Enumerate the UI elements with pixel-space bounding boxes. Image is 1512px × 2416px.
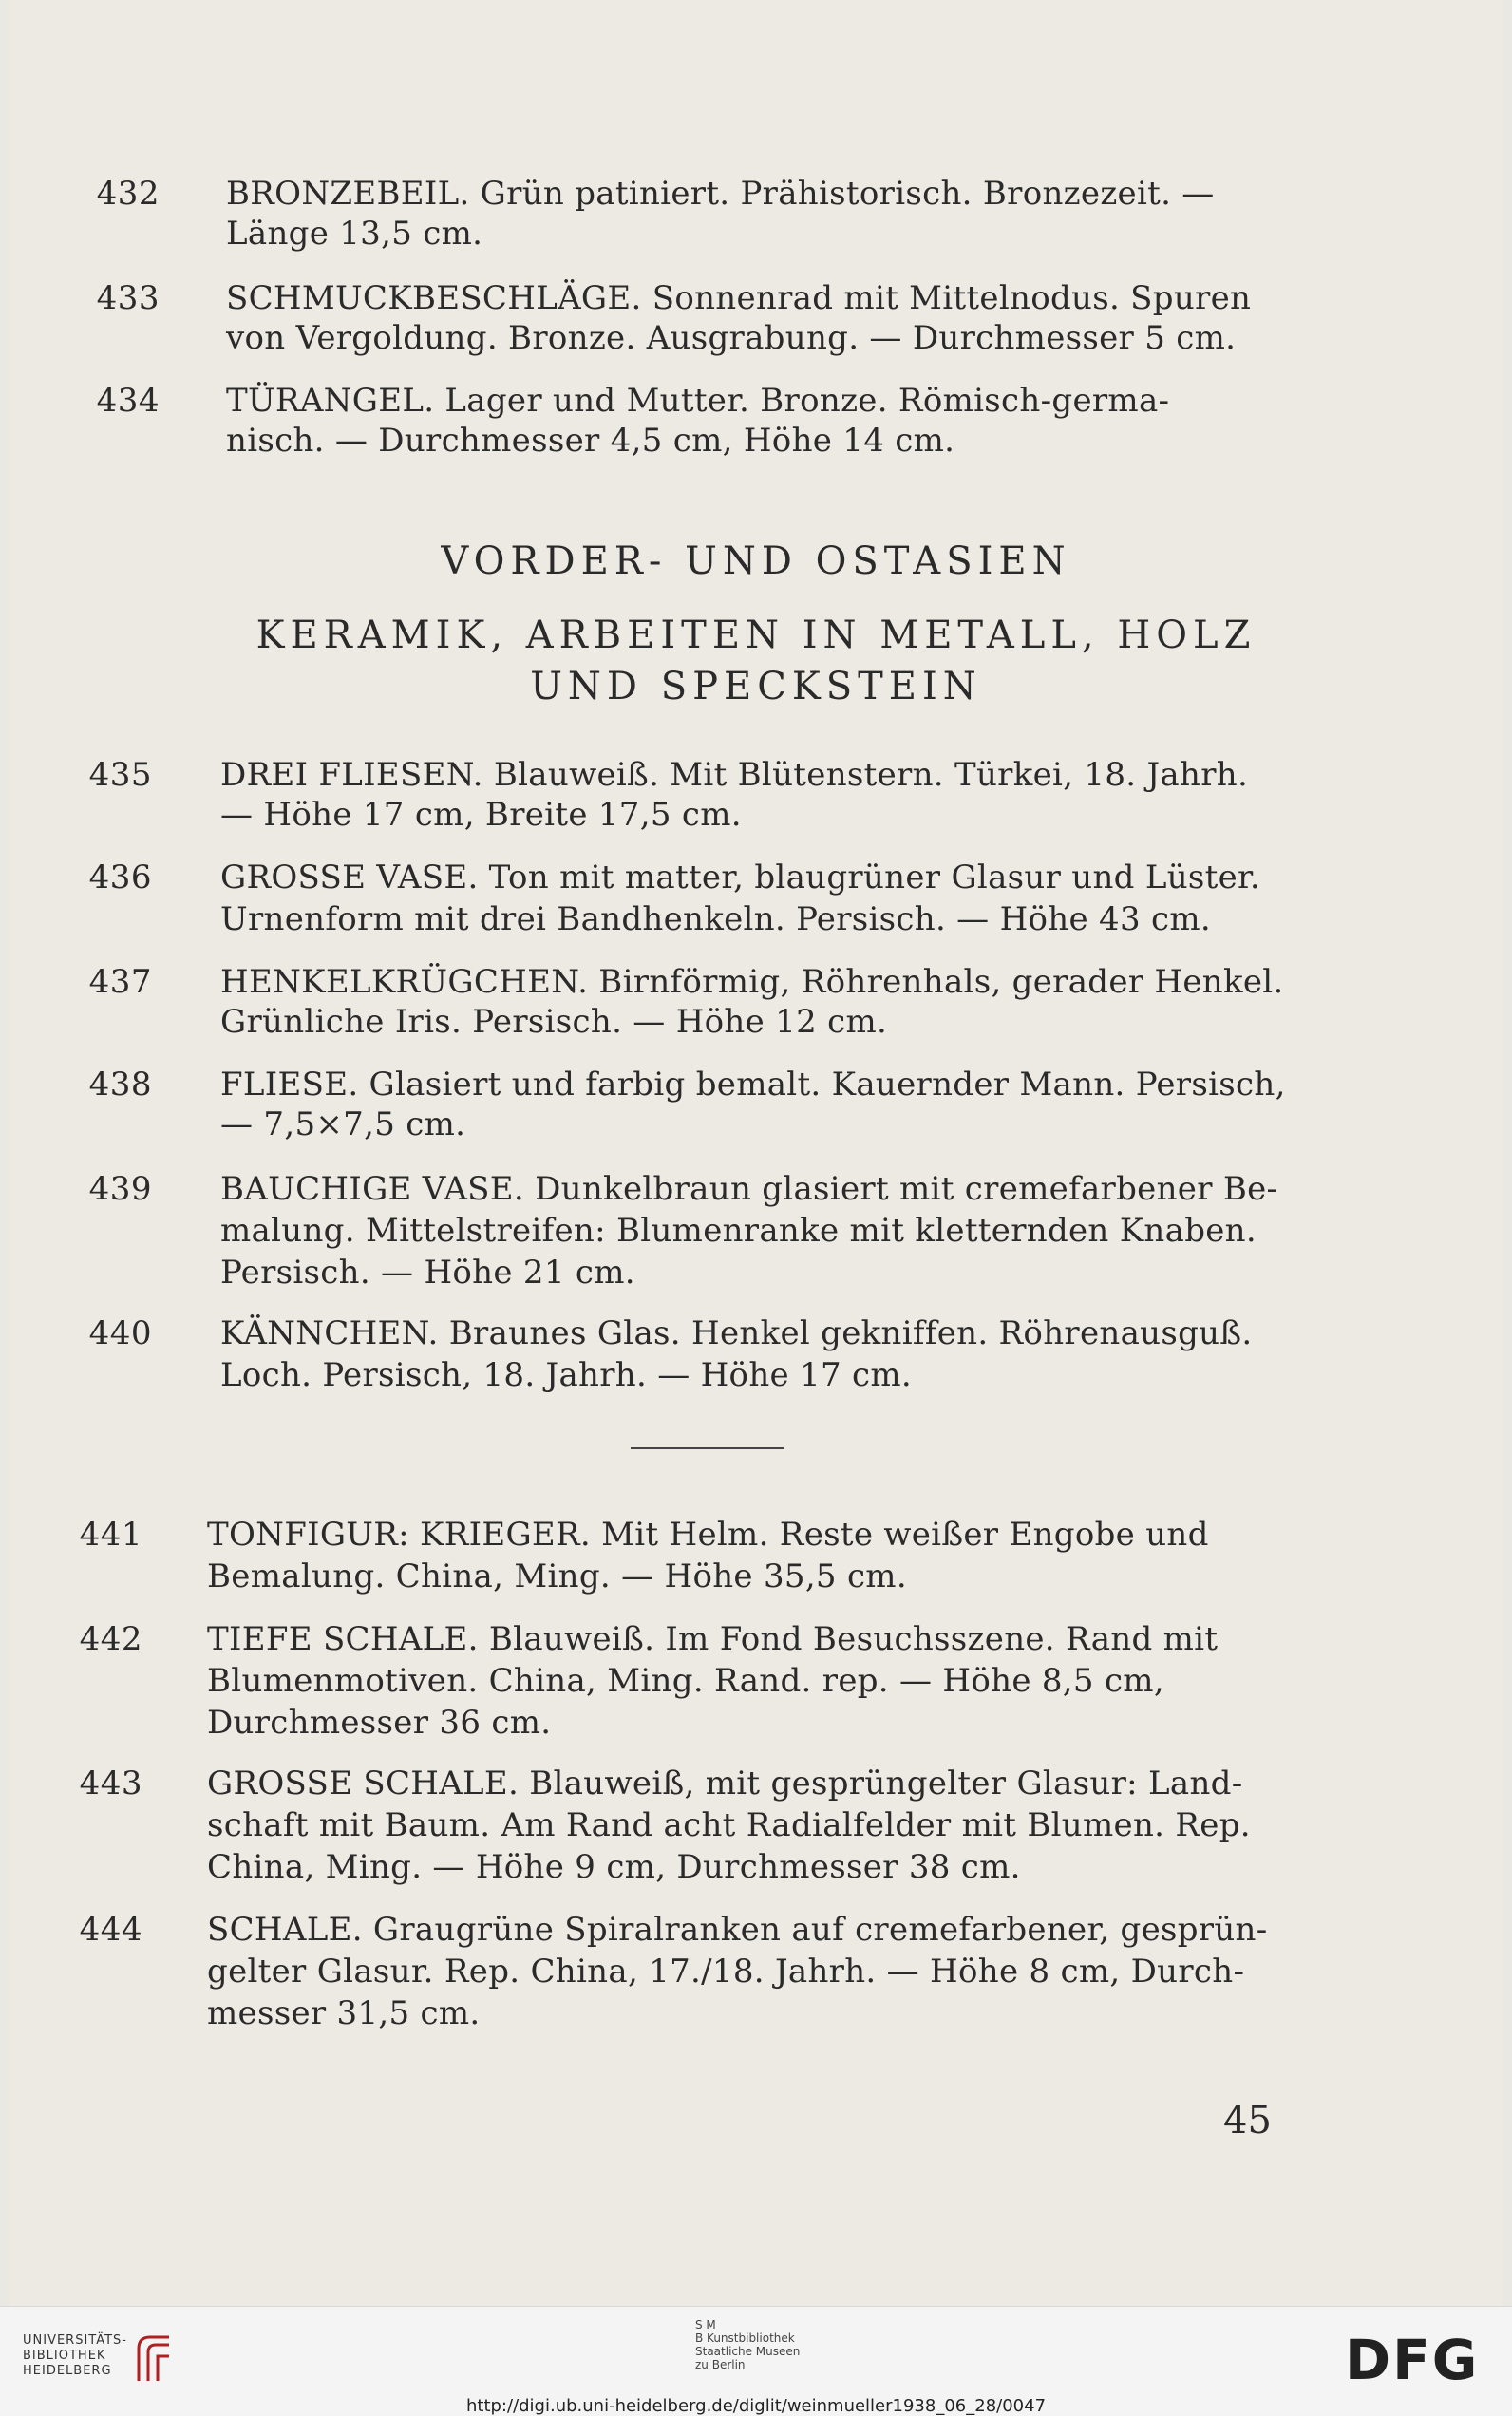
entry-text-line: schaft mit Baum. Am Rand acht Radialfelder mit Blumen. Rep. xyxy=(207,1806,1251,1844)
catalog-page xyxy=(9,0,1503,2306)
entry-text-line: — 7,5×7,5 cm. xyxy=(220,1105,466,1143)
entry-number: 436 xyxy=(88,859,152,897)
entry-text-line: HENKELKRÜGCHEN. Birnförmig, Röhrenhals, gerader Henkel. xyxy=(220,963,1284,1001)
section-subheading: KERAMIK, ARBEITEN IN METALL, HOLZ xyxy=(255,613,1257,657)
entry-number: 440 xyxy=(88,1314,152,1352)
entry-number: 438 xyxy=(88,1066,152,1104)
entry-text-line: Persisch. — Höhe 21 cm. xyxy=(220,1254,635,1292)
entry-text-line: Loch. Persisch, 18. Jahrh. — Höhe 17 cm. xyxy=(220,1356,913,1394)
partner-logo-text xyxy=(695,2318,800,2371)
entry-text-line: SCHALE. Graugrüne Spiralranken auf cremefarbener, gesprün- xyxy=(207,1911,1268,1949)
entry-text-line: TONFIGUR: KRIEGER. Mit Helm. Reste weißer Engobe und xyxy=(207,1516,1209,1554)
library-logo-text xyxy=(23,2333,127,2379)
entry-text-line: Grünliche Iris. Persisch. — Höhe 12 cm. xyxy=(220,1003,888,1041)
entry-number: 443 xyxy=(79,1765,142,1803)
entry-text-line: GROSSE SCHALE. Blauweiß, mit gesprüngelter Glasur: Land- xyxy=(207,1765,1243,1803)
dfg-logo: DFG xyxy=(1345,2328,1480,2392)
entry-text-line: gelter Glasur. Rep. China, 17./18. Jahrh. — Höhe 8 cm, Durch- xyxy=(207,1953,1245,1991)
library-name-line: BIBLIOTHEK xyxy=(23,2349,106,2363)
section-heading: VORDER- UND OSTASIEN xyxy=(441,539,1071,583)
entry-number: 441 xyxy=(79,1516,142,1554)
entry-text-line: von Vergoldung. Bronze. Ausgrabung. — Durchmesser 5 cm. xyxy=(226,319,1237,357)
section-subheading: UND SPECKSTEIN xyxy=(530,665,982,708)
entry-number: 444 xyxy=(79,1911,142,1949)
entry-text-line: BRONZEBEIL. Grün patiniert. Prähistorisch. Bronzezeit. — xyxy=(226,175,1215,213)
entry-text-line: Durchmesser 36 cm. xyxy=(207,1704,552,1742)
partner-line: S M xyxy=(695,2318,716,2331)
library-name-line: HEIDELBERG xyxy=(23,2364,112,2378)
entry-number: 437 xyxy=(88,963,152,1001)
entry-text-line: TIEFE SCHALE. Blauweiß. Im Fond Besuchsszene. Rand mit xyxy=(207,1620,1219,1658)
entry-text-line: BAUCHIGE VASE. Dunkelbraun glasiert mit cremefarbener Be- xyxy=(220,1170,1278,1208)
entry-text-line: Länge 13,5 cm. xyxy=(226,215,483,253)
entry-text-line: nisch. — Durchmesser 4,5 cm, Höhe 14 cm. xyxy=(226,422,955,460)
partner-line: B Kunstbibliothek xyxy=(695,2331,795,2345)
entry-text-line: China, Ming. — Höhe 9 cm, Durchmesser 38 cm. xyxy=(207,1848,1021,1886)
entry-text-line: TÜRANGEL. Lager und Mutter. Bronze. Römisch-germa- xyxy=(226,382,1170,420)
entry-number: 432 xyxy=(96,175,160,213)
entry-text-line: FLIESE. Glasiert und farbig bemalt. Kauernder Mann. Persisch, xyxy=(220,1066,1286,1104)
entry-text-line: — Höhe 17 cm, Breite 17,5 cm. xyxy=(220,796,742,834)
entry-number: 434 xyxy=(96,382,160,420)
page-number: 45 xyxy=(1223,2099,1272,2142)
entry-text-line: DREI FLIESEN. Blauweiß. Mit Blütenstern. Türkei, 18. Jahrh. xyxy=(220,756,1249,794)
partner-line: zu Berlin xyxy=(695,2358,746,2371)
entry-text-line: malung. Mittelstreifen: Blumenranke mit kletternden Knaben. xyxy=(220,1212,1257,1250)
entry-number: 433 xyxy=(96,279,160,317)
section-divider xyxy=(631,1447,784,1449)
entry-number: 435 xyxy=(88,756,152,794)
entry-text-line: messer 31,5 cm. xyxy=(207,1994,481,2032)
entry-number: 442 xyxy=(79,1620,142,1658)
entry-text-line: GROSSE VASE. Ton mit matter, blaugrüner Glasur und Lüster. xyxy=(220,859,1260,897)
viewer-footer xyxy=(0,2306,1512,2416)
library-logo-icon xyxy=(133,2330,175,2387)
entry-text-line: Blumenmotiven. China, Ming. Rand. rep. — Höhe 8,5 cm, xyxy=(207,1662,1164,1700)
entry-text-line: KÄNNCHEN. Braunes Glas. Henkel gekniffen. Röhrenausguß. xyxy=(220,1314,1253,1352)
entry-text-line: Urnenform mit drei Bandhenkeln. Persisch. — Höhe 43 cm. xyxy=(220,900,1211,938)
partner-line: Staatliche Museen xyxy=(695,2345,801,2358)
entry-number: 439 xyxy=(88,1170,152,1208)
entry-text-line: SCHMUCKBESCHLÄGE. Sonnenrad mit Mittelnodus. Spuren xyxy=(226,279,1252,317)
entry-text-line: Bemalung. China, Ming. — Höhe 35,5 cm. xyxy=(207,1557,907,1595)
library-name-line: UNIVERSITÄTS- xyxy=(23,2333,127,2348)
permalink-url[interactable]: http://digi.ub.uni-heidelberg.de/diglit/weinmueller1938_06_28/0047 xyxy=(465,2396,1047,2416)
